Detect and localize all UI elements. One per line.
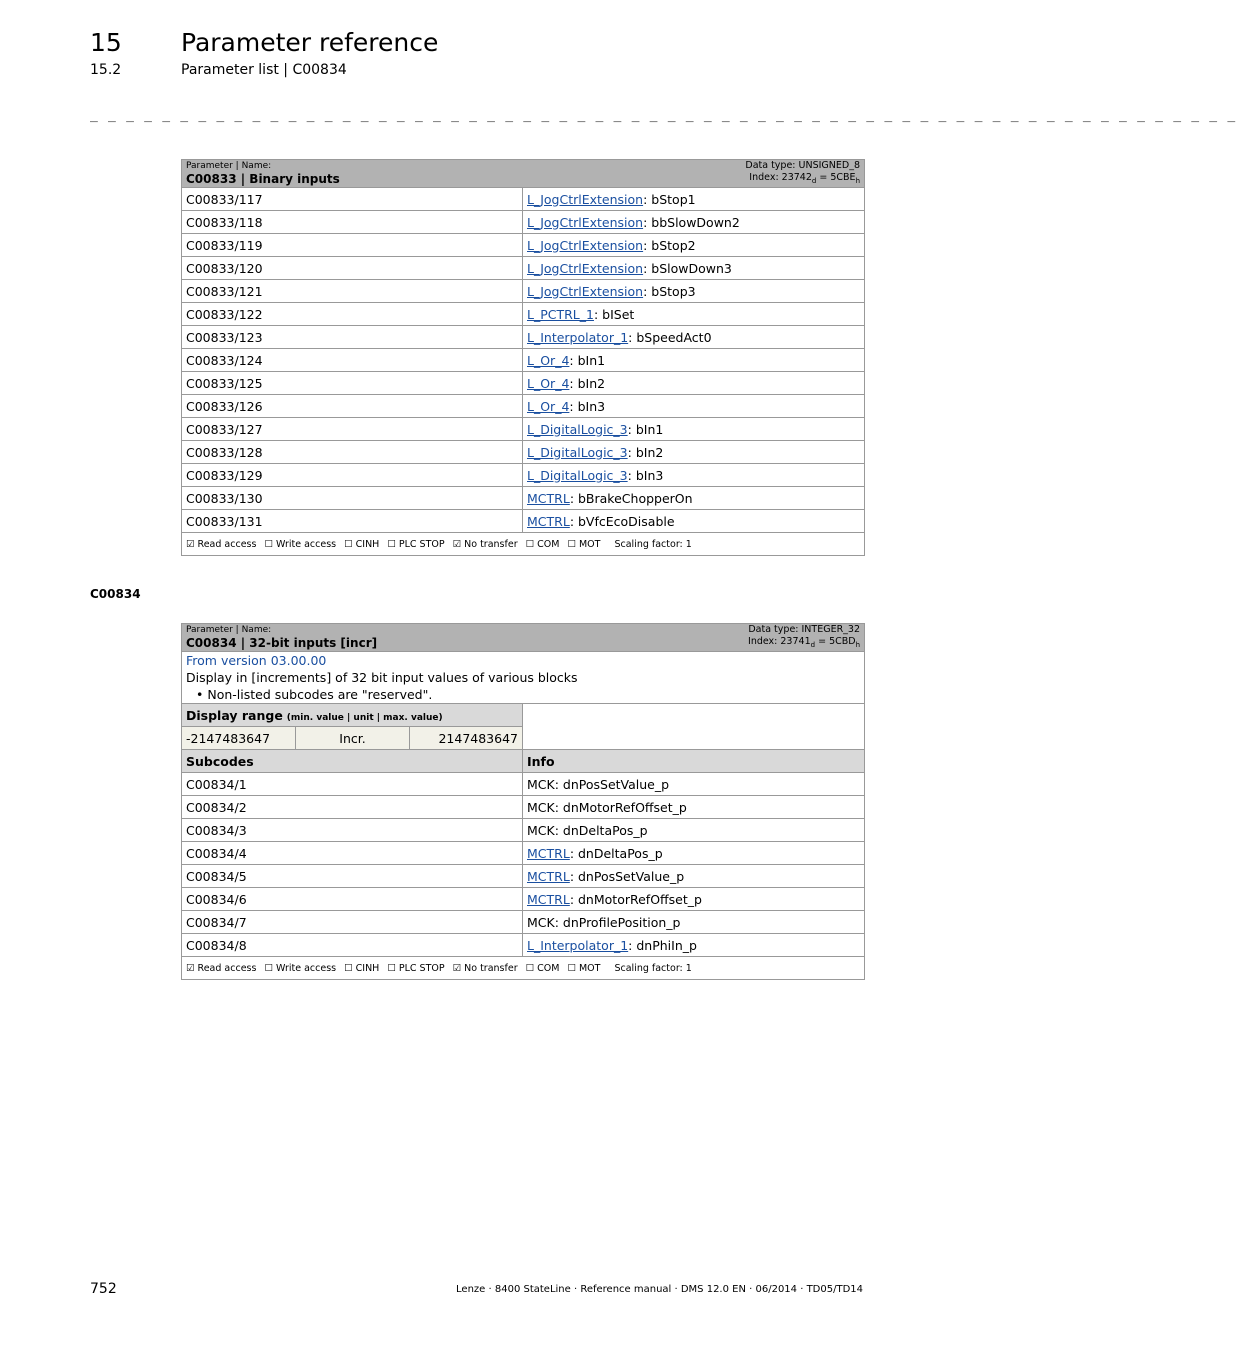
info-text: : bISet — [593, 306, 635, 322]
section-number: 15.2 — [90, 62, 122, 78]
empty-cell — [523, 704, 865, 750]
table-row — [182, 911, 865, 934]
access-footer — [182, 957, 865, 980]
info-text: : bStop1 — [643, 191, 696, 207]
info-cell — [523, 211, 865, 234]
info-cell — [523, 796, 865, 819]
info-cell — [523, 280, 865, 303]
subcode-cell: C00834/6 — [182, 888, 523, 911]
block-link[interactable]: L_JogCtrlExtension — [527, 260, 644, 276]
access-flag: ☑ No transfer — [452, 962, 518, 974]
block-link[interactable]: L_Interpolator_1 — [527, 329, 629, 345]
subcode-cell: C00833/119 — [182, 234, 523, 257]
subcode-cell: C00833/131 — [182, 510, 523, 533]
version-note: From version 03.00.00 — [186, 653, 327, 668]
subcode-cell: C00833/126 — [182, 395, 523, 418]
table-header — [182, 624, 865, 652]
table-row — [182, 234, 865, 257]
page-number: 752 — [90, 1281, 117, 1297]
info-cell — [523, 842, 865, 865]
table-row — [182, 418, 865, 441]
data-type-block — [745, 160, 860, 187]
parameter-name: C00834 | 32-bit inputs [incr] — [186, 636, 378, 650]
info-text: : bBrakeChopperOn — [569, 490, 693, 506]
info-text: : dnMotorRefOffset_p — [569, 891, 702, 907]
access-flag: ☐ Write access — [264, 962, 337, 974]
subcode-cell: C00833/121 — [182, 280, 523, 303]
info-text: : bbSlowDown2 — [643, 214, 740, 230]
subcode-cell: C00833/127 — [182, 418, 523, 441]
separator-dashes: _ _ _ _ _ _ _ _ _ _ _ _ _ _ _ _ _ _ _ _ _ _ _ _ _ _ _ _ _ _ _ _ _ _ _ _ _ _ _ _ _ _ _ _ _ _ _ _ _ _ _ _ _ _ _ _ _ _ _ _ _ _ _ _ — [90, 108, 1236, 123]
section-heading: C00834 — [90, 587, 141, 601]
block-link[interactable]: MCTRL — [527, 490, 570, 506]
table-row — [182, 211, 865, 234]
info-text: : bIn2 — [627, 444, 664, 460]
display-range-sub: (min. value | unit | max. value) — [286, 712, 443, 723]
index-hex: = 5CBE — [816, 172, 856, 183]
display-range-header — [182, 704, 865, 727]
info-text: MCK: dnMotorRefOffset_p — [527, 799, 687, 815]
index-sub-h: h — [855, 176, 860, 185]
info-cell — [523, 418, 865, 441]
info-text: : dnPosSetValue_p — [569, 868, 685, 884]
access-flag: ☑ No transfer — [452, 538, 518, 550]
info-text: : bVfcEcoDisable — [569, 513, 675, 529]
col-info: Info — [523, 750, 865, 773]
scaling-factor: Scaling factor: 1 — [614, 962, 692, 974]
block-link[interactable]: L_JogCtrlExtension — [527, 214, 644, 230]
table-row — [182, 257, 865, 280]
info-text: : dnDeltaPos_p — [569, 845, 663, 861]
info-text: : bStop2 — [643, 237, 696, 253]
info-cell — [523, 464, 865, 487]
subcode-cell: C00833/122 — [182, 303, 523, 326]
subcode-cell: C00834/3 — [182, 819, 523, 842]
chapter-number: 15 — [90, 28, 122, 57]
data-type: Data type: INTEGER_32 — [748, 624, 861, 635]
info-cell — [523, 188, 865, 211]
info-text: : bStop3 — [643, 283, 696, 299]
table-row — [182, 188, 865, 211]
parameter-table-c00833 — [181, 159, 865, 556]
access-footer — [182, 533, 865, 556]
access-flag: ☐ COM — [525, 962, 560, 974]
table-row — [182, 510, 865, 533]
access-flag: ☐ Write access — [264, 538, 337, 550]
access-flag: ☐ MOT — [567, 538, 601, 550]
info-cell — [523, 326, 865, 349]
access-flag: ☐ MOT — [567, 962, 601, 974]
info-text: MCK: dnProfilePosition_p — [527, 914, 681, 930]
table-row — [182, 819, 865, 842]
table-header — [182, 160, 865, 188]
index-sub-d: d — [811, 176, 817, 185]
access-flag: ☐ CINH — [344, 538, 380, 550]
info-text: : dnPhiIn_p — [628, 937, 697, 953]
table-row — [182, 349, 865, 372]
info-text: : bIn1 — [569, 352, 606, 368]
info-cell — [523, 819, 865, 842]
table-row — [182, 865, 865, 888]
table-row — [182, 796, 865, 819]
subcode-cell: C00833/129 — [182, 464, 523, 487]
block-link[interactable]: MCTRL — [527, 845, 570, 861]
description-text: Display in [increments] of 32 bit input values of various blocks — [186, 670, 578, 685]
subcode-cell: C00834/4 — [182, 842, 523, 865]
access-flag: ☐ PLC STOP — [387, 538, 445, 550]
parameter-label: Parameter | Name: — [186, 161, 272, 171]
table-row — [182, 464, 865, 487]
subcode-cell: C00834/8 — [182, 934, 523, 957]
info-text: MCK: dnDeltaPos_p — [527, 822, 648, 838]
info-text: MCK: dnPosSetValue_p — [527, 776, 670, 792]
parameter-table-c00834 — [181, 623, 865, 980]
subcode-cell: C00834/1 — [182, 773, 523, 796]
section-title: Parameter list | C00834 — [181, 62, 347, 78]
info-text: : bIn3 — [627, 467, 664, 483]
info-text: : bSpeedAct0 — [628, 329, 712, 345]
block-link[interactable]: MCTRL — [527, 891, 570, 907]
range-max: 2147483647 — [410, 727, 523, 750]
info-cell — [523, 510, 865, 533]
subcode-cell: C00833/125 — [182, 372, 523, 395]
info-cell — [523, 888, 865, 911]
block-link[interactable]: L_JogCtrlExtension — [527, 237, 644, 253]
range-min: -2147483647 — [182, 727, 296, 750]
info-cell — [523, 934, 865, 957]
info-cell — [523, 773, 865, 796]
info-cell — [523, 257, 865, 280]
parameter-name: C00833 | Binary inputs — [186, 172, 340, 186]
table-row — [182, 372, 865, 395]
subcode-cell: C00833/118 — [182, 211, 523, 234]
table-row — [182, 888, 865, 911]
block-link[interactable]: L_Or_4 — [527, 398, 570, 414]
info-cell — [523, 234, 865, 257]
info-cell — [523, 372, 865, 395]
access-flag: ☐ COM — [525, 538, 560, 550]
block-link[interactable]: MCTRL — [527, 513, 570, 529]
block-link[interactable]: L_DigitalLogic_3 — [527, 444, 628, 460]
info-cell — [523, 441, 865, 464]
access-flag: ☑ Read access — [186, 538, 257, 550]
table-row — [182, 773, 865, 796]
chapter-title: Parameter reference — [181, 28, 439, 57]
table-row — [182, 395, 865, 418]
access-flag: ☐ PLC STOP — [387, 962, 445, 974]
info-text: : bSlowDown3 — [643, 260, 732, 276]
subcode-cell: C00833/128 — [182, 441, 523, 464]
block-link[interactable]: L_JogCtrlExtension — [527, 283, 644, 299]
info-cell — [523, 911, 865, 934]
index-hex: = 5CBD — [815, 636, 856, 647]
scaling-factor: Scaling factor: 1 — [614, 538, 692, 550]
table-row — [182, 842, 865, 865]
range-unit: Incr. — [296, 727, 410, 750]
table-row — [182, 303, 865, 326]
subcode-cell: C00833/117 — [182, 188, 523, 211]
access-flag: ☑ Read access — [186, 962, 257, 974]
data-type: Data type: UNSIGNED_8 — [745, 160, 860, 171]
info-cell — [523, 487, 865, 510]
index-sub-h: h — [855, 640, 861, 649]
block-link[interactable]: L_DigitalLogic_3 — [527, 467, 628, 483]
subcode-cell: C00833/123 — [182, 326, 523, 349]
subcode-cell: C00833/124 — [182, 349, 523, 372]
subcode-cell: C00833/130 — [182, 487, 523, 510]
description-row — [182, 652, 865, 704]
table-row — [182, 487, 865, 510]
block-link[interactable]: L_Interpolator_1 — [527, 937, 629, 953]
info-text: : bIn2 — [569, 375, 606, 391]
table-row — [182, 934, 865, 957]
info-cell — [523, 395, 865, 418]
block-link[interactable]: L_PCTRL_1 — [527, 306, 594, 322]
data-type-block — [748, 624, 860, 651]
block-link[interactable]: L_DigitalLogic_3 — [527, 421, 628, 437]
subcode-cell: C00834/7 — [182, 911, 523, 934]
block-link[interactable]: L_Or_4 — [527, 352, 570, 368]
block-link[interactable]: MCTRL — [527, 868, 570, 884]
bullet-note: • Non-listed subcodes are "reserved". — [196, 687, 433, 702]
document-info: Lenze · 8400 StateLine · Reference manual · DMS 12.0 EN · 06/2014 · TD05/TD14 — [456, 1284, 863, 1295]
info-text: : bIn3 — [569, 398, 606, 414]
info-cell — [523, 349, 865, 372]
parameter-label: Parameter | Name: — [186, 625, 272, 635]
block-link[interactable]: L_JogCtrlExtension — [527, 191, 644, 207]
info-text: : bIn1 — [627, 421, 664, 437]
subcode-cell: C00834/2 — [182, 796, 523, 819]
access-flag: ☐ CINH — [344, 962, 380, 974]
col-subcodes: Subcodes — [182, 750, 523, 773]
block-link[interactable]: L_Or_4 — [527, 375, 570, 391]
table-row — [182, 326, 865, 349]
info-cell — [523, 865, 865, 888]
subcode-cell: C00834/5 — [182, 865, 523, 888]
column-headers — [182, 750, 865, 773]
index-sub-d: d — [810, 640, 816, 649]
table-row — [182, 280, 865, 303]
table-row — [182, 441, 865, 464]
info-cell — [523, 303, 865, 326]
index-value: Index: 23741 — [748, 636, 811, 647]
subcode-cell: C00833/120 — [182, 257, 523, 280]
index-value: Index: 23742 — [749, 172, 812, 183]
display-range-title: Display range — [186, 707, 283, 723]
